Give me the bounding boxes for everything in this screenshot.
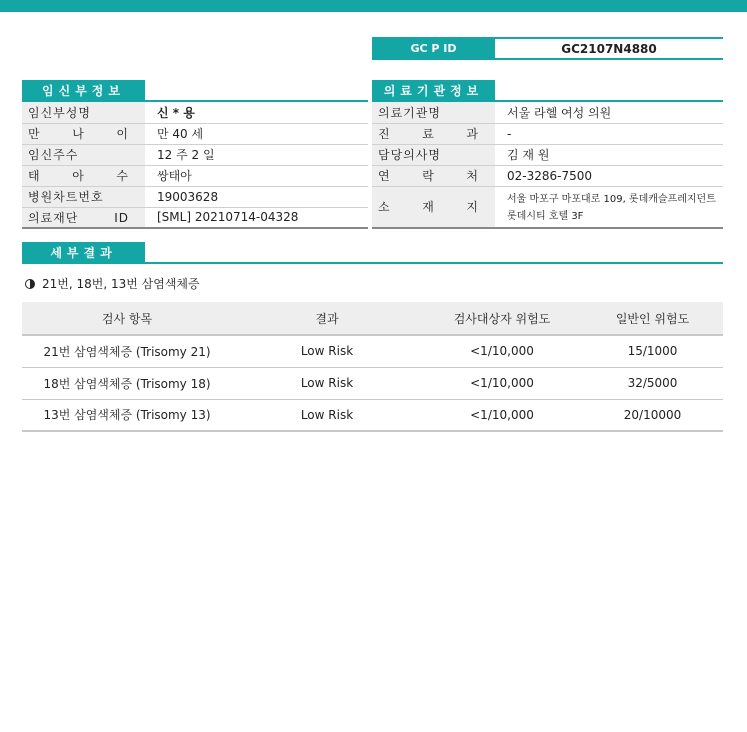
hospital-section-header — [372, 80, 723, 102]
gcp-id-box — [372, 37, 723, 60]
table-row — [372, 102, 723, 123]
hospital-info-table — [372, 102, 723, 229]
result-value: Low Risk — [232, 399, 422, 431]
results-table — [22, 302, 723, 432]
subject-risk: <1/10,000 — [422, 335, 582, 367]
table-row — [22, 207, 368, 228]
pregnant-name-value: 신 * 용 — [145, 102, 368, 123]
chart-number-value: 19003628 — [145, 186, 368, 207]
table-row — [22, 144, 368, 165]
table-row — [372, 165, 723, 186]
chart-number-label: 병원차트번호 — [22, 186, 145, 207]
subject-risk: <1/10,000 — [422, 399, 582, 431]
result-value: Low Risk — [232, 367, 422, 399]
detail-section-title: 세부결과 — [22, 242, 145, 262]
pregnant-info-table — [22, 102, 368, 229]
table-row — [22, 399, 723, 431]
header-general-risk: 일반인 위험도 — [582, 302, 723, 335]
pregnant-name-label: 임신부성명 — [22, 102, 145, 123]
pregnant-section-header — [22, 80, 368, 102]
results-header-row — [22, 302, 723, 335]
address-value: 서울 마포구 마포대로 109, 롯데캐슬프레지던트 롯데시티 호텔 3F — [495, 186, 723, 228]
address-label: 소 재 지 — [372, 186, 495, 228]
table-row — [22, 186, 368, 207]
fetus-count-label: 태 아 수 — [22, 165, 145, 186]
foundation-id-label: 의료재단 ID — [22, 207, 145, 228]
general-risk: 32/5000 — [582, 367, 723, 399]
hospital-name-value: 서울 라헬 여성 의원 — [495, 102, 723, 123]
age-value: 만 40 세 — [145, 123, 368, 144]
age-label: 만 나 이 — [22, 123, 145, 144]
gcp-id-value: GC2107N4880 — [561, 41, 657, 56]
general-risk: 15/1000 — [582, 335, 723, 367]
table-row — [22, 102, 368, 123]
table-row — [22, 367, 723, 399]
gestation-value: 12 주 2 일 — [145, 144, 368, 165]
table-row — [372, 123, 723, 144]
doctor-value: 김 재 원 — [495, 144, 723, 165]
header-subject-risk: 검사대상자 위험도 — [422, 302, 582, 335]
contact-value: 02-3286-7500 — [495, 165, 723, 186]
fetus-count-value: 쌍태아 — [145, 165, 368, 186]
table-row — [22, 165, 368, 186]
detail-section-header — [22, 242, 723, 264]
table-row — [22, 335, 723, 367]
gcp-id-label: GC P ID — [372, 39, 495, 58]
half-circle-icon — [25, 279, 35, 289]
department-label: 진 료 과 — [372, 123, 495, 144]
hospital-section-title: 의료기관정보 — [372, 80, 495, 100]
department-value: - — [495, 123, 723, 144]
result-summary-text: 21번, 18번, 13번 삼염색체증 — [42, 277, 200, 291]
table-row — [22, 123, 368, 144]
result-summary — [25, 275, 200, 292]
contact-label: 연 락 처 — [372, 165, 495, 186]
top-accent-bar — [0, 0, 747, 12]
test-item: 21번 삼염색체증 (Trisomy 21) — [22, 335, 232, 367]
header-result: 결과 — [232, 302, 422, 335]
general-risk: 20/10000 — [582, 399, 723, 431]
foundation-id-value: [SML] 20210714-04328 — [145, 207, 368, 228]
test-item: 18번 삼염색체증 (Trisomy 18) — [22, 367, 232, 399]
table-row — [372, 186, 723, 228]
pregnant-section-title: 임신부정보 — [22, 80, 145, 100]
result-value: Low Risk — [232, 335, 422, 367]
test-item: 13번 삼염색체증 (Trisomy 13) — [22, 399, 232, 431]
gestation-label: 임신주수 — [22, 144, 145, 165]
subject-risk: <1/10,000 — [422, 367, 582, 399]
table-row — [372, 144, 723, 165]
doctor-label: 담당의사명 — [372, 144, 495, 165]
header-test-item: 검사 항목 — [22, 302, 232, 335]
hospital-name-label: 의료기관명 — [372, 102, 495, 123]
